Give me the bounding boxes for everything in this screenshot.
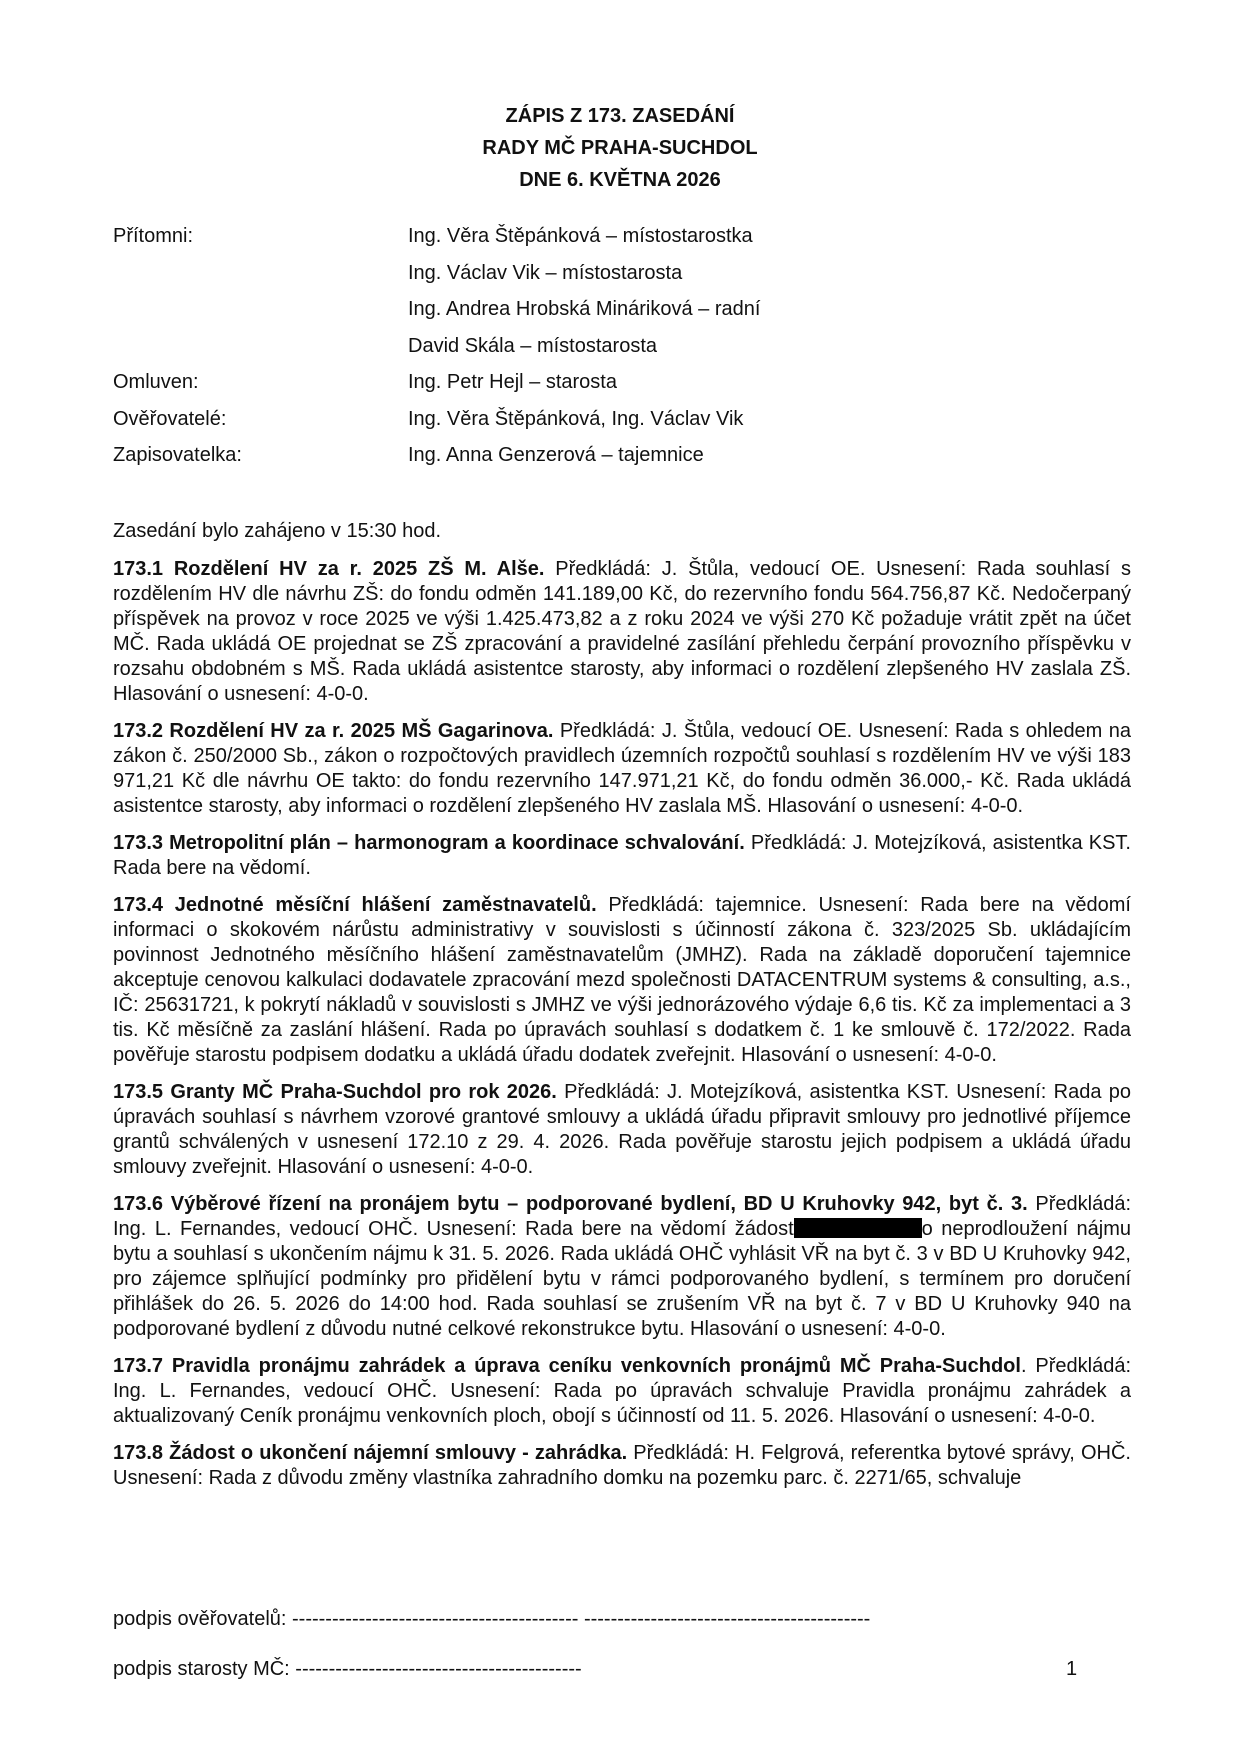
title-line-1: ZÁPIS Z 173. ZASEDÁNÍ	[505, 105, 735, 127]
agenda-item	[113, 1354, 1131, 1429]
agenda-item	[113, 1080, 1131, 1180]
agenda-item-heading: 173.1 Rozdělení HV za r. 2025 ZŠ M. Alše.	[113, 558, 545, 580]
agenda-item-heading: 173.7 Pravidla pronájmu zahrádek a úprava ceníku venkovních pronájmů MČ Praha-Suchdol	[113, 1355, 1021, 1377]
agenda-item-text: Předkládá: J. Štůla, vedoucí OE. Usnesení: Rada s ohledem na zákon č. 250/2000 Sb., zákon o rozpočtových pravidlech územních rozpočtů souhlasí s rozdělením HV ve výši 183 971,21 Kč dle návrhu OE takto: do fondu rezervního 147.971,21 Kč, do fondu odměn 36.000,- Kč. Rada ukládá asistentce starosty, aby informaci o rozdělení zlepšeného HV zaslala MŠ. Hlasování o usnesení: 4-0-0.	[113, 720, 1131, 817]
agenda-item-heading: 173.3 Metropolitní plán – harmonogram a koordinace schvalování.	[113, 832, 745, 854]
title-line-2: RADY MČ PRAHA-SUCHDOL	[482, 137, 758, 159]
attendance-value: Ing. Andrea Hrobská Mináriková – radní	[408, 298, 761, 320]
agenda-item-heading: 173.4 Jednotné měsíční hlášení zaměstnavatelů.	[113, 894, 597, 916]
agenda-item-text: Předkládá: H. Felgrová, referentka bytové správy, OHČ. Usnesení: Rada z důvodu změny vlastníka zahradního domku na pozemku parc. č. 2271/65, schvaluje	[113, 1442, 1131, 1489]
attendance-value: Ing. Petr Hejl – starosta	[408, 371, 617, 393]
agenda-item-text: Předkládá: J. Motejzíková, asistentka KST. Usnesení: Rada po úpravách souhlasí s návrhem vzorové grantové smlouvy a ukládá úřadu připravit smlouvy pro jednotlivé příjemce grantů schválených v usnesení 172.10 z 29. 4. 2026. Rada pověřuje starostu jejich podpisem a ukládá úřadu smlouvy zveřejnit. Hlasování o usnesení: 4-0-0.	[113, 1081, 1131, 1178]
agenda-item-heading: 173.6 Výběrové řízení na pronájem bytu – podporované bydlení, BD U Kruhovky 942, byt č. 3.	[113, 1193, 1028, 1215]
agenda-item	[113, 831, 1131, 881]
page-number: 1	[1066, 1658, 1078, 1680]
agenda-item-text-after: o neprodloužení nájmu bytu a souhlasí s ukončením nájmu k 31. 5. 2026. Rada ukládá OHČ vyhlásit VŘ na byt č. 3 v BD U Kruhovky 942, pro zájemce splňující podmínky pro přidělení bytu v rámci podporovaného bydlení, s termínem pro doručení přihlášek do 26. 5. 2026 do 14:00 hod. Rada souhlasí se zrušením VŘ na byt č. 7 v BD U Kruhovky 940 na podporované bydlení z důvodu nutné celkové rekonstrukce bytu. Hlasování o usnesení: 4-0-0.	[113, 1218, 1131, 1340]
agenda-item	[113, 719, 1131, 819]
attendance-label: Přítomni:	[113, 225, 194, 247]
mayor-signature-line: podpis starosty MČ: -------------------------------------------	[113, 1658, 582, 1680]
attendance-value: Ing. Anna Genzerová – tajemnice	[408, 444, 704, 466]
agenda-item-text: Předkládá: tajemnice. Usnesení: Rada bere na vědomí informaci o skokovém nárůstu administrativy v souvislosti s účinností zákona č. 323/2025 Sb. ukládajícím povinnost Jednotného měsíčního hlášení zaměstnavatelům (JMHZ). Rada na základě doporučení tajemnice akceptuje cenovou kalkulaci dodavatele zpracování mezd společnosti DATACENTRUM systems & consulting, a.s., IČ: 25631721, k pokrytí nákladů v souvislosti s JMHZ ve výši jednorázového výdaje 6,6 tis. Kč za implementaci a 3 tis. Kč měsíčně za zaslání hlášení. Rada po úpravách souhlasí s dodatkem č. 1 ke smlouvě č. 172/2022. Rada pověřuje starostu podpisem dodatku a ukládá úřadu dodatek zveřejnit. Hlasování o usnesení: 4-0-0.	[113, 894, 1131, 1066]
attendance-label: Omluven:	[113, 371, 199, 393]
agenda-item-heading: 173.8 Žádost o ukončení nájemní smlouvy - zahrádka.	[113, 1442, 628, 1464]
attendance-value: Ing. Věra Štěpánková, Ing. Václav Vik	[408, 407, 744, 430]
agenda-item-heading: 173.5 Granty MČ Praha-Suchdol pro rok 2026.	[113, 1081, 557, 1103]
agenda-item-heading: 173.2 Rozdělení HV za r. 2025 MŠ Gagarinova.	[113, 720, 554, 742]
title-line-3: DNE 6. KVĚTNA 2026	[519, 169, 721, 191]
verifiers-signature-line: podpis ověřovatelů: ------------------------------------------- -------------------------------------------	[113, 1608, 871, 1630]
agenda-items	[113, 557, 1131, 1503]
page-title	[0, 100, 1240, 196]
attendance-label: Ověřovatelé:	[113, 407, 227, 430]
agenda-item	[113, 1192, 1131, 1342]
agenda-item	[113, 1441, 1131, 1491]
agenda-item	[113, 893, 1131, 1068]
agenda-item-text: Předkládá: J. Štůla, vedoucí OE. Usnesení: Rada souhlasí s rozdělením HV dle návrhu ZŠ: do fondu odměn 141.189,00 Kč, do rezervního fondu 564.756,87 Kč. Nedočerpaný příspěvek na provoz v roce 2025 ve výši 1.425.473,82 a z roku 2024 ve výši 270 Kč požaduje vrátit zpět na účet MČ. Rada ukládá OE projednat se ZŠ zpracování a pravidelné zasílání přehledu čerpání provozního příspěvku v rozsahu obdobném s MŠ. Rada ukládá asistentce starosty, aby informaci o rozdělení zlepšeného HV zaslala ZŠ. Hlasování o usnesení: 4-0-0.	[113, 558, 1131, 705]
redaction-block	[794, 1218, 922, 1238]
attendance-value: David Skála – místostarosta	[408, 334, 657, 357]
attendance-label: Zapisovatelka:	[113, 444, 242, 466]
agenda-item-text: Předkládá: Ing. L. Fernandes, vedoucí OHČ. Usnesení: Rada bere na vědomí žádost	[113, 1193, 1132, 1240]
agenda-item	[113, 557, 1131, 707]
agenda-item-text: Předkládá: J. Motejzíková, asistentka KST. Rada bere na vědomí.	[113, 832, 1131, 879]
attendance-value: Ing. Věra Štěpánková – místostarostka	[408, 225, 753, 247]
attendance-value: Ing. Václav Vik – místostarosta	[408, 261, 683, 284]
agenda-item-text: . Předkládá: Ing. L. Fernandes, vedoucí OHČ. Usnesení: Rada po úpravách schvaluje Pravidla pronájmu zahrádek a aktualizovaný Ceník pronájmu venkovních ploch, obojí s účinností od 11. 5. 2026. Hlasování o usnesení: 4-0-0.	[113, 1355, 1132, 1427]
meeting-opening: Zasedání bylo zahájeno v 15:30 hod.	[113, 520, 442, 542]
